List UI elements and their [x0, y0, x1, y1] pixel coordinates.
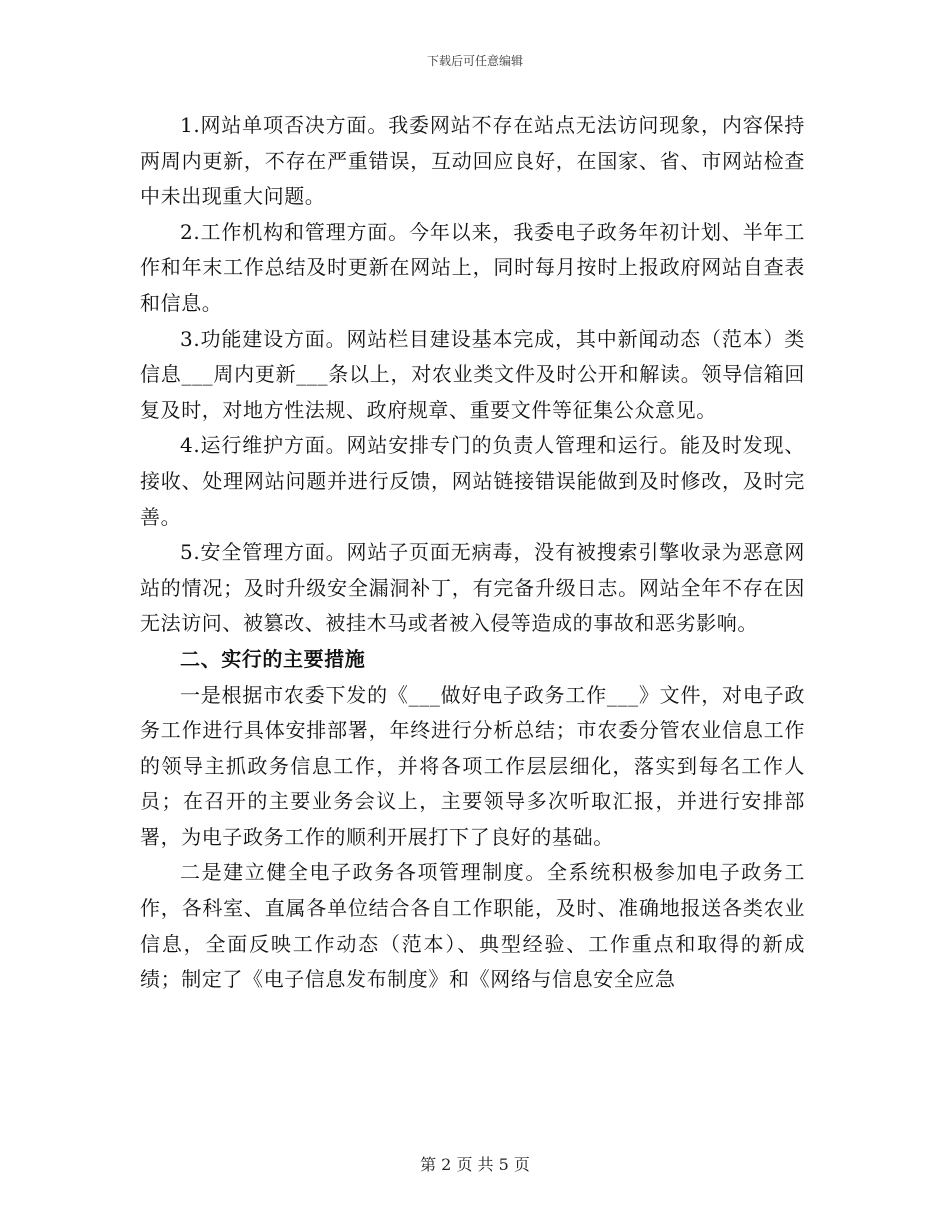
paragraph-3: 3.功能建设方面。网站栏目建设基本完成，其中新闻动态（范本）类信息___周内更新___条以上，对农业类文件及时公开和解读。领导信箱回复及时，对地方性法规、政府规章、重要文件等征集公众意见。 — [140, 326, 805, 422]
page-footer: 第 2 页 共 5 页 — [420, 1155, 530, 1174]
paragraph-4: 4.运行维护方面。网站安排专门的负责人管理和运行。能及时发现、接收、处理网站问题并进行反馈，网站链接错误能做到及时修改，及时完善。 — [140, 433, 805, 529]
paragraph-1: 1.网站单项否决方面。我委网站不存在站点无法访问现象，内容保持两周内更新，不存在严重错误，互动回应良好，在国家、省、市网站检查中未出现重大问题。 — [140, 113, 805, 209]
document-body — [140, 108, 805, 998]
page-header: 下载后可任意编辑 — [426, 54, 523, 68]
section-heading: 二、实行的主要措施 — [180, 646, 366, 671]
section-paragraph-1: 一是根据市农委下发的《___做好电子政务工作___》文件，对电子政务工作进行具体安排部署，年终进行分析总结；市农委分管农业信息工作的领导主抓政务信息工作，并将各项工作层层细化，落实到每名工作人员；在召开的主要业务会议上，主要领导多次听取汇报，并进行安排部署，为电子政务工作的顺利开展打下了良好的基础。 — [140, 682, 805, 849]
section-paragraph-2: 二是建立健全电子政务各项管理制度。全系统积极参加电子政务工作，各科室、直属各单位结合各自工作职能，及时、准确地报送各类农业信息，全面反映工作动态（范本）、典型经验、工作重点和取得的新成绩；制定了《电子信息发布制度》和《网络与信息安全应急 — [140, 860, 805, 992]
paragraph-5: 5.安全管理方面。网站子页面无病毒，没有被搜索引擎收录为恶意网站的情况；及时升级安全漏洞补丁，有完备升级日志。网站全年不存在因无法访问、被篡改、被挂木马或者被入侵等造成的事故和恶劣影响。 — [140, 540, 805, 636]
paragraph-2: 2.工作机构和管理方面。今年以来，我委电子政务年初计划、半年工作和年末工作总结及时更新在网站上，同时每月按时上报政府网站自查表和信息。 — [140, 219, 805, 315]
